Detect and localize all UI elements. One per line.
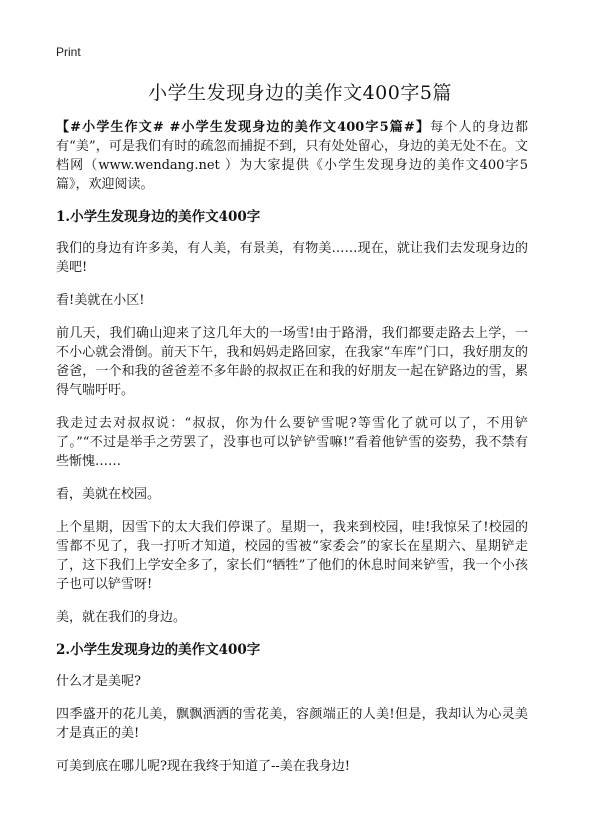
paragraph: 美，就在我们的身边。 — [56, 610, 187, 625]
paragraph: 我走过去对叔叔说：“叔叔，你为什么要铲雪呢?等雪化了就可以了，不用铲了。”“不过是举手之劳罢了，没事也可以铲铲雪嘛!”看着他铲雪的姿势，我不禁有些惭愧…… — [56, 416, 528, 469]
paragraph: 看!美就在小区! — [56, 293, 145, 308]
paragraph: 四季盛开的花儿美，飘飘洒洒的雪花美，容颜端正的人美!但是，我却认为心灵美才是真正的美! — [56, 707, 528, 741]
document-body — [56, 118, 528, 790]
intro-tag: 【#小学生作文# #小学生发现身边的美作文400字5篇#】 — [56, 120, 431, 135]
paragraph: 我们的身边有许多美，有人美，有景美，有物美……现在，就让我们去发现身边的美吧! — [56, 241, 528, 275]
page-title: 小学生发现身边的美作文400字5篇 — [148, 82, 452, 104]
section-heading-1: 1.小学生发现身边的美作文400字 — [56, 209, 261, 225]
section-heading-2: 2.小学生发现身边的美作文400字 — [56, 642, 261, 658]
paragraph: 可美到底在哪儿呢?现在我终于知道了--美在我身边! — [56, 759, 350, 774]
paragraph: 什么才是美呢? — [56, 674, 141, 689]
paragraph: 上个星期，因雪下的太大我们停课了。星期一，我来到校园，哇!我惊呆了!校园的雪都不见了，我一打听才知道，校园的雪被“家委会”的家长在星期六、星期铲走了，这下我们上学安全多了，家长们“牺牲”了他们的休息时间来铲雪，我一个小孩子也可以铲雪呀! — [56, 520, 528, 592]
intro-paragraph — [56, 118, 528, 194]
intro-text: 每个人的身边都有“美”，可是我们有时的疏忽而捕捉不到，只有处处留心，身边的美无处不在。文档网（www.wendang.net ）为大家提供《小学生发现身边的美作文400字5篇》，欢迎阅读。 — [56, 120, 528, 192]
paragraph: 前几天，我们确山迎来了这几年大的一场雪!由于路滑，我们都要走路去上学，一不小心就会滑倒。前天下午，我和妈妈走路回家，在我家“车库”门口，我好朋友的爸爸，一个和我的爸爸差不多年龄的叔叔正在和我的好朋友一起在铲路边的雪，累得气喘吁吁。 — [56, 326, 528, 398]
paragraph: 看，美就在校园。 — [56, 487, 161, 502]
print-label: Print — [56, 45, 81, 59]
